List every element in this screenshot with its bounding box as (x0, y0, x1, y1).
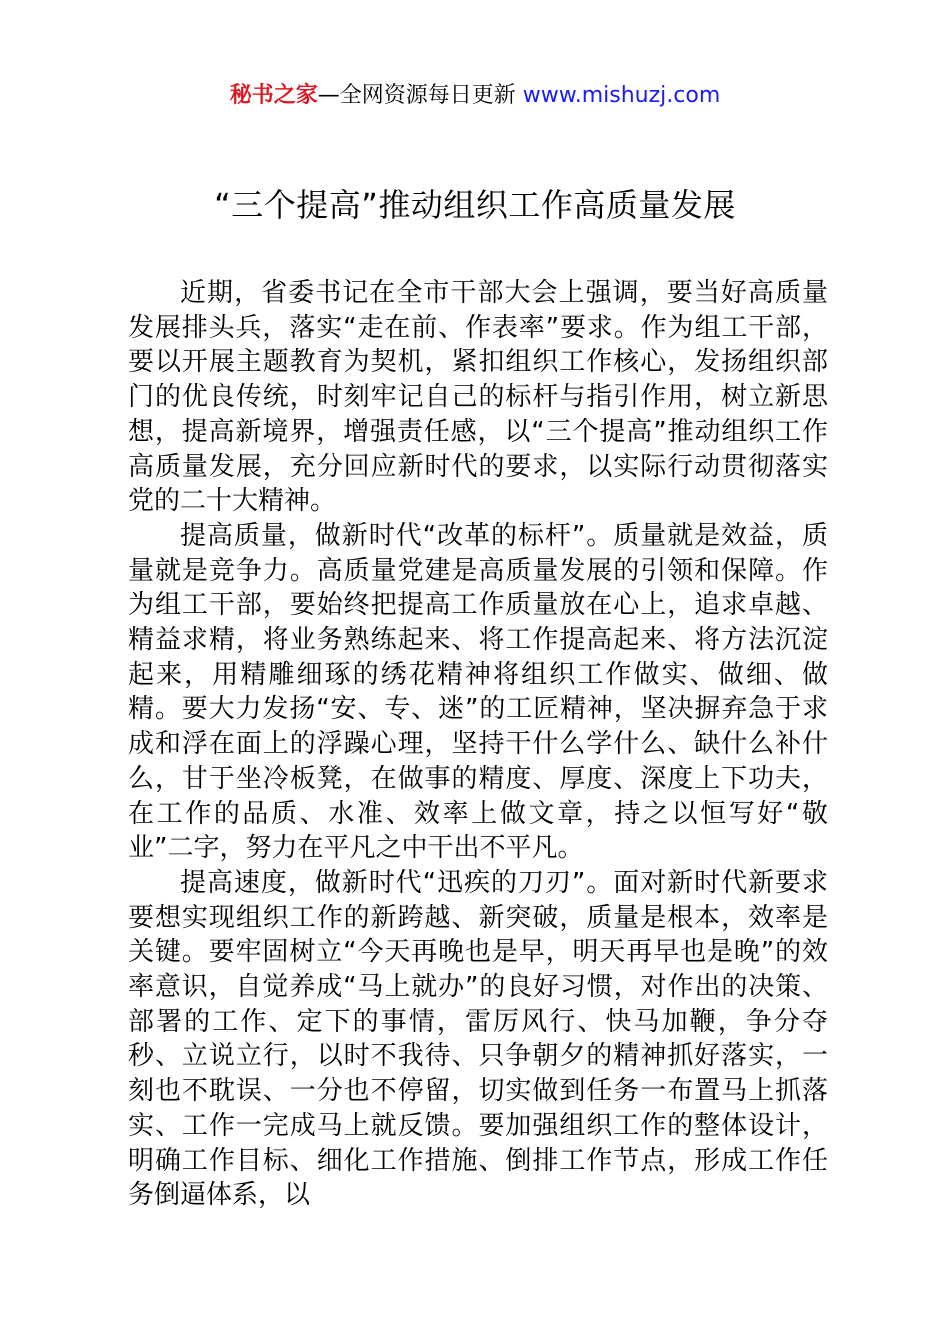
body-paragraph: 近期，省委书记在全市干部大会上强调，要当好高质量发展排头兵，落实“走在前、作表率”要求。作为组工干部，要以开展主题教育为契机，紧扣组织工作核心，发扬组织部门的优良传统，时刻牢记自己的标杆与指引作用，树立新思想，提高新境界，增强责任感，以“三个提高”推动组织工作高质量发展，充分回应新时代的要求，以实际行动贯彻落实党的二十大精神。 (128, 278, 828, 517)
body-paragraph: 提高速度，做新时代“迅疾的刀刃”。面对新时代新要求要想实现组织工作的新跨越、新突破，质量是根本，效率是关键。要牢固树立“今天再晚也是早，明天再早也是晚”的效率意识，自觉养成“马上就办”的良好习惯，对作出的决策、部署的工作、定下的事情，雷厉风行、快马加鞭，争分夺秒、立说立行，以时不我待、只争朝夕的精神抓好落实，一刻也不耽误、一分也不停留，切实做到任务一布置马上抓落实、工作一完成马上就反馈。要加强组织工作的整体设计，明确工作目标、细化工作措施、倒排工作节点，形成工作任务倒逼体系，以 (128, 867, 828, 1211)
document-title: “三个提高”推动组织工作高质量发展 (214, 186, 736, 224)
site-url-link[interactable]: www.mishuzj.com (522, 83, 721, 108)
body-paragraph: 提高质量，做新时代“改革的标杆”。质量就是效益，质量就是竞争力。高质量党建是高质量发展的引领和保障。作为组工干部，要始终把提高工作质量放在心上，追求卓越、精益求精，将业务熟练起来、将工作提高起来、将方法沉淀起来，用精雕细琢的绣花精神将组织工作做实、做细、做精。要大力发扬“安、专、迷”的工匠精神，坚决摒弃急于求成和浮在面上的浮躁心理，坚持干什么学什么、缺什么补什么，甘于坐冷板凳，在做事的精度、厚度、深度上下功夫，在工作的品质、水准、效率上做文章，持之以恒写好“敬业”二字，努力在平凡之中干出不平凡。 (128, 520, 828, 864)
document-body (128, 276, 828, 1213)
site-brand: 秘书之家 (229, 83, 318, 108)
site-header (0, 80, 950, 112)
site-tagline: —全网资源每日更新 (317, 83, 523, 108)
